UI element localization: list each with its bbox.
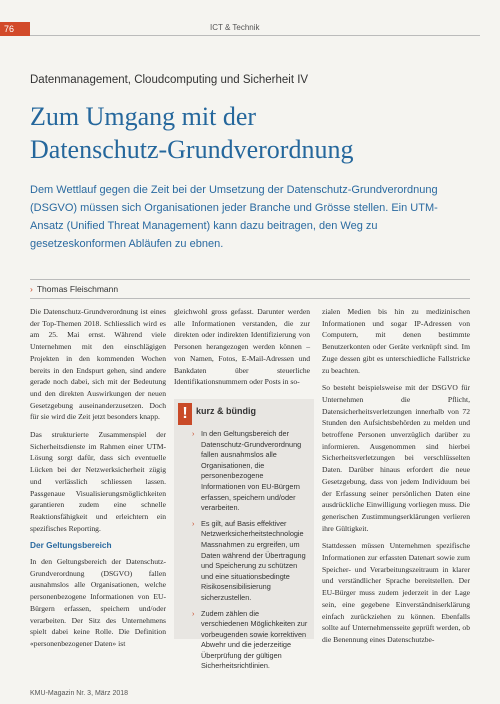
col2-paragraph-1: gleichwohl gross gefasst. Darunter werden alle Informationen verstanden, die zur direkten oder indirekten Identifizierung von Personen herangezogen werden können – von Namen, Fotos, E-Mail-Adressen und Bankdaten über steuerliche Identifikationsnummern oder Posts in so- [174, 307, 310, 387]
author-line [30, 284, 118, 294]
chevron-right-icon: › [30, 284, 33, 294]
chevron-right-icon: › [192, 429, 195, 438]
author-rule-bottom [30, 298, 470, 299]
summary-list-item [192, 429, 308, 514]
section-tag: ICT & Technik [210, 23, 260, 32]
column-2 [174, 306, 310, 394]
col3-paragraph-3: Stattdessen müssen Unternehmen spezifische Informationen zur erfassten Datenart sowie zum Speicher- und Verarbeitungszeitraum in klarer und verständlicher Sprache bereitstellen. Der EU-Bürger muss zudem jederzeit in der Lage sein, eine gegebene Einverständniserklärung einfach zurückziehen zu können. Ebenfalls sollte auf Unternehmensseite geprüft werden, ob die Benennung eines Datenschutzbe- [322, 541, 470, 644]
chevron-right-icon: › [192, 608, 195, 618]
summary-item-text: Zudem zählen die verschiedenen Möglichkeiten zur vorbeugenden sowie korrektiven Abwehr und die jederzeitige Überprüfung der gültigen Sicherheitsrichtlinien. [201, 608, 308, 671]
summary-box [174, 399, 314, 671]
column-3 [322, 306, 470, 652]
col1-paragraph-1: Die Datenschutz-Grundverordnung ist eines der Top-Themen 2018. Schliesslich wird es am 25. Mai ernst. Während viele Unternehmen mit den einschlägigen Projekten in den kommenden Wochen bereits in den Endspurt gehen, sind andere gerade noch dabei, sich mit der Bedeutung und den direkten Auswirkungen der neuen Gesetzgebung auseinanderzusetzen. Doch für sie wird die Zeit jetzt besonders knapp. [30, 307, 166, 422]
summary-item-text: In den Geltungsbereich der Datenschutz-Grundverordnung fallen ausnahmslos alle Organisationen, die personenbezogene Informationen von EU-Bürgern erfassen, speichern und/oder verarbeiten. [201, 429, 302, 513]
article-title [30, 100, 470, 166]
summary-box-title: kurz & bündig [196, 406, 256, 416]
page-footer: KMU-Magazin Nr. 3, März 2018 [30, 690, 129, 697]
summary-list-item [192, 519, 308, 604]
author-name: Thomas Fleischmann [36, 284, 119, 294]
col1-paragraph-3: In den Geltungsbereich der Datenschutz-Grundverordnung (DSGVO) fallen ausnahmslos alle Organisationen, welche personenbezogene Informationen von EU-Bürgern erfassen, speichern und/oder verarbeiten. Der Sitz des Unternehmens spielt dabei keine Rolle. Die Definition «personenbezogener Daten» ist [30, 557, 166, 648]
subheading-geltungsbereich: Der Geltungsbereich [30, 540, 112, 551]
chevron-right-icon: › [192, 518, 195, 528]
col3-paragraph-1: zialen Medien bis hin zu medizinischen Informationen und sogar IP-Adressen von Computern, mit denen bestimmte Benutzerkonten oder Geräte verknüpft sind. Im Zuge dessen gibt es unterschiedliche Fallstricke zu beachten. [322, 307, 470, 375]
col3-paragraph-2: So besteht beispielsweise mit der DSGVO für Unternehmen die Pflicht, Datensicherheitsverletzungen innerhalb von 72 Stunden den Aufsichtsbehörden zu melden und betroffene Personen unverzüglich darüber zu informieren. Ausgenommen sind hierbei Sicherheitsverletzungen bei verschlüsselten Daten. Darüber hinaus erfordert die neue Gesetzgebung, dass von jedem Individuum bei der Erfassung seiner persönlichen Daten eine ausdrückliche Einwilligung vorliegen muss. Die generischen Zustimmungserklärungen verlieren ihre Gültigkeit. [322, 383, 470, 533]
column-1 [30, 306, 166, 656]
summary-list [192, 429, 308, 677]
author-rule-top [30, 279, 470, 280]
title-line-2: Datenschutz-Grundverordnung [30, 135, 354, 164]
article-lead: Dem Wettlauf gegen die Zeit bei der Umsetzung der Datenschutz-Grundverordnung (DSGVO) müssen sich Organisationen jeder Branche und Grösse stellen. Ein UTM-Ansatz (Unified Threat Management) kann dazu beitragen, den Weg zu gesetzeskonformen Abläufen zu ebnen. [30, 184, 438, 250]
exclamation-icon: ! [178, 403, 192, 425]
summary-list-item [192, 609, 308, 673]
page-number: 76 [0, 22, 30, 36]
article-kicker: Datenmanagement, Cloudcomputing und Sicherheit IV [30, 74, 309, 86]
header-rule [30, 35, 480, 36]
title-line-1: Zum Umgang mit der [30, 102, 257, 131]
col1-paragraph-2: Das strukturierte Zusammenspiel der Sicherheitsdienste im Rahmen einer UTM-Lösung sorgt dafür, dass sich eventuelle Lücken bei der Netzwerksicherheit zügig und verlässlich schliessen lassen. Passgenaue Visualisierungsmöglichkeiten garantieren zudem eine schnelle Reaktionsfähigkeit und erleichtern ein spezifisches Reporting. [30, 430, 166, 533]
summary-item-text: Es gilt, auf Basis effektiver Netzwerksicherheitstechnologie Massnahmen zu ergreifen, um Daten während der Übertragung und Speicherung zu schützen und eine situationsbedingte Risikosensibilisierung sicherzustellen. [201, 518, 306, 602]
